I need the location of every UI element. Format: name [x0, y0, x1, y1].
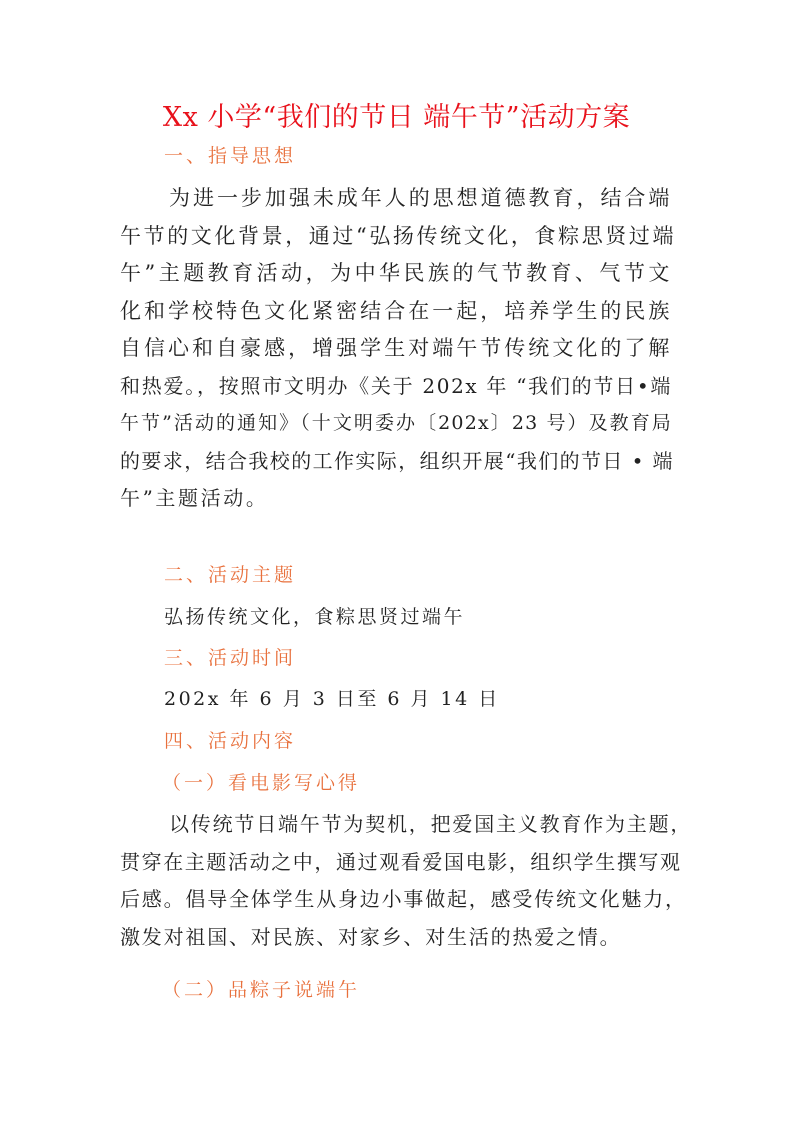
- section-paragraph-guiding-principle: [120, 180, 677, 518]
- paragraph-line: 化和学校特色文化紧密结合在一起，培养学生的民族: [120, 298, 672, 323]
- paragraph-line: 午”主题教育活动，为中华民族的气节教育、气节文: [120, 261, 672, 285]
- activity-time-text: 202x 年 6 月 3 日至 6 月 14 日: [164, 688, 500, 710]
- paragraph-line: 为进一步加强未成年人的思想道德教育，结合端: [169, 186, 672, 210]
- subsection-heading-zongzi-talk: （二）品粽子说端午: [162, 979, 361, 1001]
- subsection-heading-movie-reflection: （一）看电影写心得: [162, 772, 361, 794]
- subsection-paragraph-movie-reflection: [120, 806, 693, 956]
- paragraph-line: 激发对祖国、对民族、对家乡、对生活的热爱之情。: [120, 924, 622, 949]
- section-heading-activity-content: 四、活动内容: [164, 730, 297, 752]
- paragraph-line: 自信心和自豪感，增强学生对端午节传统文化的了解: [120, 336, 672, 360]
- activity-theme-text: 弘扬传统文化，食粽思贤过端午: [164, 606, 466, 628]
- paragraph-line: 和热爱。，按照市文明办《关于 202x 年 “我们的节日•端: [120, 373, 672, 398]
- paragraph-line: 午节”活动的通知》（十文明委办〔202x〕23 号）及教育局: [120, 412, 672, 434]
- paragraph-line: 午”主题活动。: [120, 486, 269, 510]
- paragraph-line: 的要求，结合我校的工作实际，组织开展“我们的节日 • 端: [120, 448, 674, 473]
- paragraph-line: 以传统节日端午节为契机，把爱国主义教育作为主题，: [169, 812, 693, 836]
- paragraph-line: 午节的文化背景，通过“弘扬传统文化，食粽思贤过端: [120, 223, 677, 248]
- section-heading-activity-theme: 二、活动主题: [164, 564, 297, 586]
- section-heading-guiding-principle: 一、指导思想: [164, 145, 297, 167]
- paragraph-line: 贯穿在主题活动之中，通过观看爱国电影，组织学生撰写观: [120, 849, 682, 874]
- document-title: Xx 小学“我们的节日 端午节”活动方案: [162, 102, 631, 133]
- section-heading-activity-time: 三、活动时间: [164, 647, 297, 669]
- paragraph-line: 后感。倡导全体学生从身边小事做起，感受传统文化魅力，: [120, 887, 687, 911]
